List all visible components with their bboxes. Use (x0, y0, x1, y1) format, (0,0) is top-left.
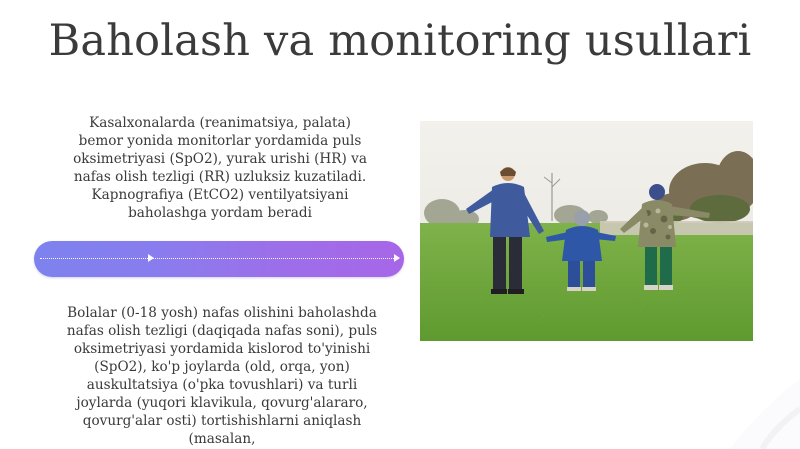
divider-dotted-line (40, 258, 394, 259)
decorative-divider-bar (34, 241, 404, 277)
decorative-corner-wave (690, 339, 800, 449)
slide-title: Baholash va monitoring usullari (48, 16, 752, 66)
paragraph-children-assessment: Bolalar (0-18 yosh) nafas olishini baholashda nafas olish tezligi (daqiqada nafas soni), puls oksimetriyasi yordamida kislorod to'yinishi (SpO2), ko'p joylarda (old, orqa, yon) auskultatsiya (o'pka tovushlari) va turli joylarda (yuqori klavikula, qovurg'alararo, qovurg'alar osti) tortishishlarni aniqlash (masalan, (66, 305, 378, 447)
family-photo (420, 121, 753, 341)
divider-arrow-icon (148, 254, 154, 262)
paragraph-monitoring: Kasalxonalarda (reanimatsiya, palata) bemor yonida monitorlar yordamida puls oksimetriyasi (SpO2), yurak urishi (HR) va nafas olish tezligi (RR) uzluksiz kuzatiladi. Kapnografiya (EtCO2) ventilyatsiyani baholashga yordam beradi (73, 115, 367, 221)
divider-arrow-icon (394, 254, 400, 262)
